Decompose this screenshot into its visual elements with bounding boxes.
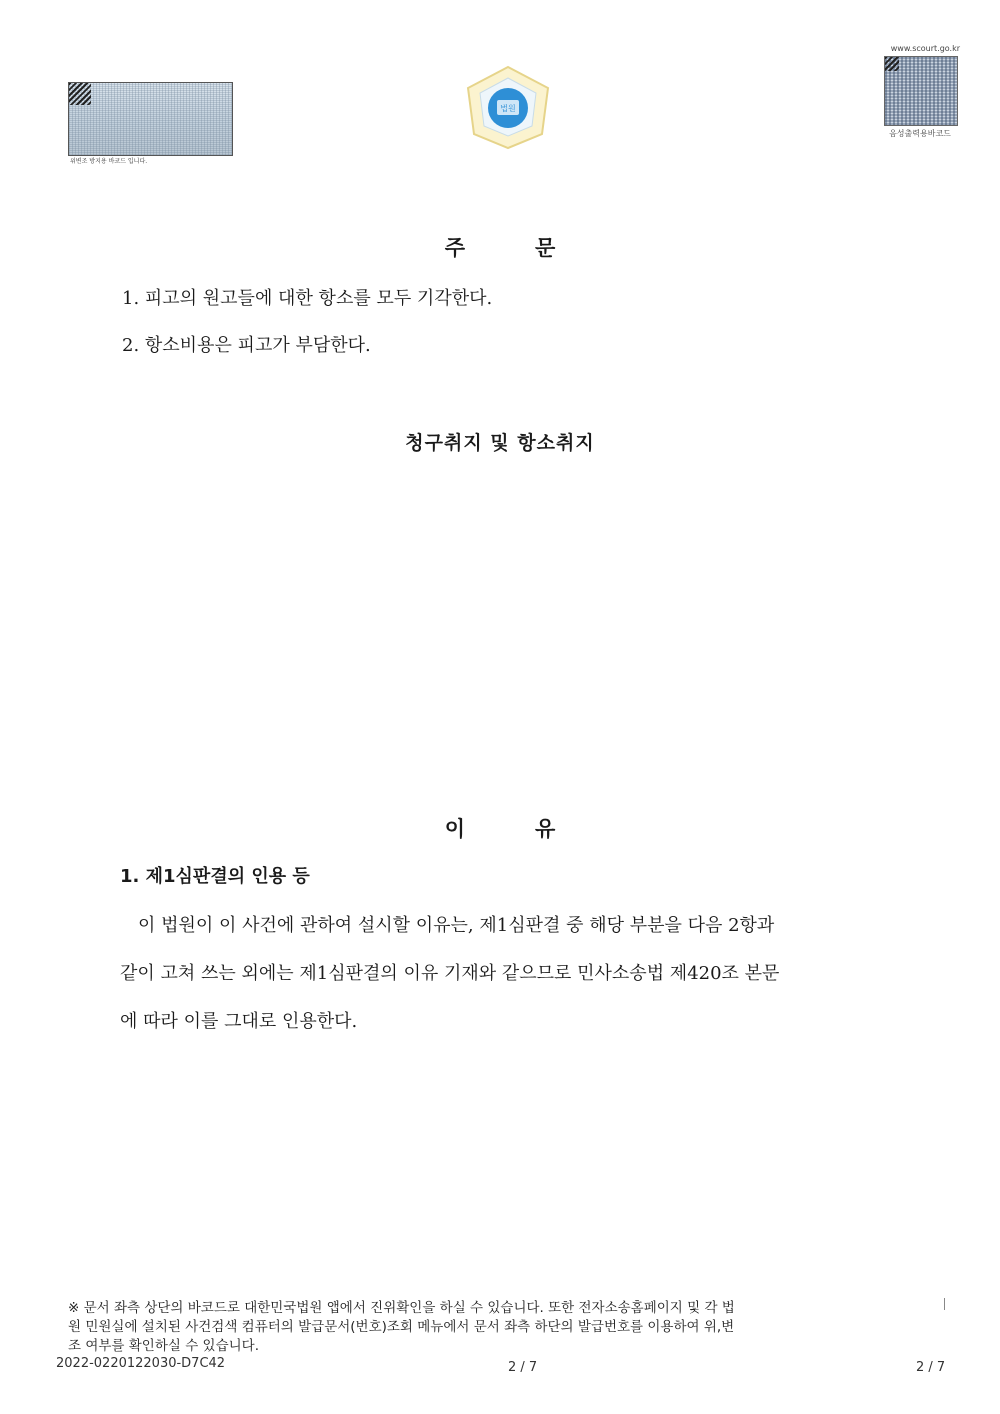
barcode-caption: 위변조 방지용 바코드 입니다. <box>70 158 148 165</box>
issue-number: 2022-0220122030-D7C42 <box>56 1356 226 1371</box>
footer-notice-line-1: ※ 문서 좌측 상단의 바코드로 대한민국법원 앱에서 진위확인을 하실 수 있습니다. 또한 전자소송홈페이지 및 각 법 <box>68 1300 735 1316</box>
claims-heading: 청구취지 및 항소취지 <box>405 432 595 454</box>
reasons-heading <box>0 813 1000 843</box>
page-number-center: 2 / 7 <box>508 1360 538 1375</box>
footer-notice-line-2: 원 민원실에 설치된 사건검색 컴퓨터의 발급문서(번호)조회 메뉴에서 문서 좌측 하단의 발급번호를 이용하여 위,변 <box>68 1319 735 1335</box>
anti-forgery-barcode <box>68 82 233 156</box>
reasons-body-line-2: 같이 고쳐 쓰는 외에는 제1심판결의 이유 기재와 같으므로 민사소송법 제420조 본문 <box>120 963 780 984</box>
court-seal-icon <box>460 64 556 150</box>
order-item-1: 1. 피고의 원고들에 대한 항소를 모두 기각한다. <box>122 288 493 309</box>
reasons-heading-left: 이 <box>444 817 465 841</box>
margin-mark <box>944 1298 945 1310</box>
voice-output-barcode <box>884 56 958 126</box>
order-heading-right: 문 <box>535 236 556 260</box>
reasons-body-line-1: 이 법원이 이 사건에 관하여 설시할 이유는, 제1심판결 중 해당 부분을 다음 2항과 <box>138 915 775 936</box>
footer-notice-line-3: 조 여부를 확인하실 수 있습니다. <box>68 1338 259 1354</box>
qr-caption: 음성출력용바코드 <box>889 129 951 138</box>
barcode-corner-mark <box>69 83 91 105</box>
order-item-2: 2. 항소비용은 피고가 부담한다. <box>122 335 371 356</box>
section-1-title: 1. 제1심판결의 인용 등 <box>120 866 310 887</box>
reasons-body-line-3: 에 따라 이를 그대로 인용한다. <box>120 1011 358 1032</box>
page-number-right: 2 / 7 <box>916 1360 946 1375</box>
reasons-heading-right: 유 <box>535 817 556 841</box>
site-url: www.scourt.go.kr <box>890 44 960 53</box>
order-heading-left: 주 <box>444 236 465 260</box>
qr-corner-mark <box>885 57 899 71</box>
seal-label: 법원 <box>500 104 516 113</box>
order-heading <box>0 232 1000 262</box>
